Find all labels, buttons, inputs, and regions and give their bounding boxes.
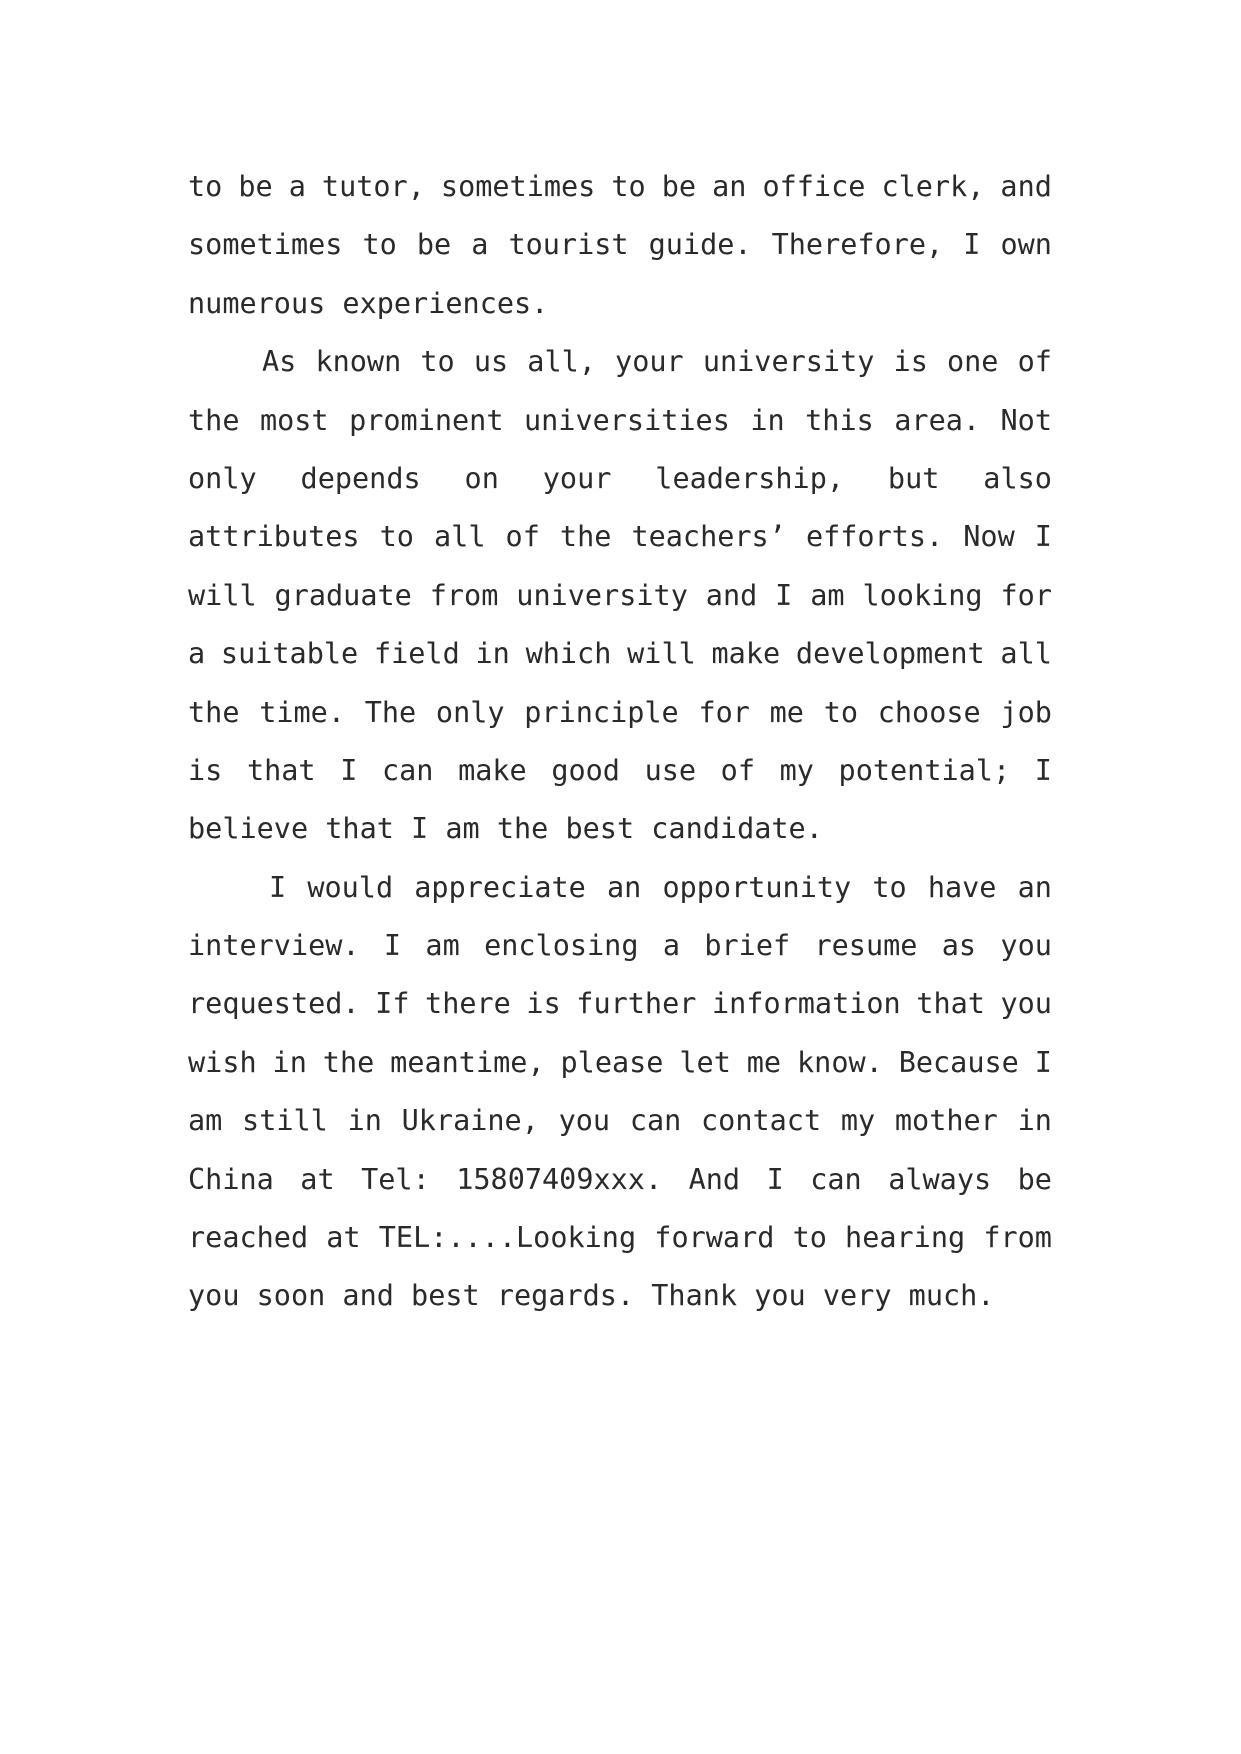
word: to [872,870,907,904]
word: The [364,695,417,729]
word: there [425,987,511,1021]
text-line [188,1092,1052,1150]
word: make [458,753,527,787]
paragraph-3 [188,859,1052,1326]
word: also [983,461,1052,495]
word: will [627,637,696,671]
word: from [429,578,499,612]
word: sometimes [188,228,343,262]
letter-body [188,158,1052,1326]
word: am [425,929,460,963]
word: China [188,1162,274,1196]
word: please [560,1045,664,1079]
word: good [551,753,620,787]
word: in [347,1104,382,1138]
word: further [576,987,697,1021]
word: and [1000,170,1052,203]
text-line [188,742,1052,800]
word: in [272,1045,307,1079]
word: suitable [220,637,359,671]
word: a [662,929,681,963]
word: Now [963,520,1015,554]
text-line [188,450,1052,508]
word: for [1000,578,1052,612]
word: all [1000,637,1052,671]
word: wish [188,1045,257,1079]
word: to [611,170,646,203]
word: which [525,637,612,671]
word: universities [523,403,730,437]
word: me [769,695,804,729]
word: you [1000,929,1052,963]
word: and [705,578,758,612]
word: Tel: [361,1162,430,1196]
word: I [269,870,287,904]
word: graduate [274,578,412,612]
word: your [615,345,684,379]
word: the [322,1045,375,1079]
word: have [927,870,997,904]
word: am [810,578,845,612]
word: looking [862,578,983,612]
word: TEL:....Looking [378,1221,637,1255]
word: area. [894,403,981,437]
word: of [720,753,755,787]
word: the [188,403,240,437]
word: will [188,578,257,612]
word: leadership, [655,461,845,495]
word: me [746,1045,782,1079]
word: be [1017,1162,1052,1196]
word: at [300,1162,335,1196]
text-line [188,1034,1052,1092]
word: an [606,870,642,904]
text-line [188,333,1052,391]
word: Ukraine, [401,1104,539,1138]
word: I [340,753,358,787]
word: to [379,520,414,554]
word: of [505,520,540,554]
word: as [941,929,977,963]
word: guide. [648,228,752,262]
word: own [1000,228,1052,262]
word: us [473,345,509,379]
word: As [262,345,297,379]
word: in [750,403,785,437]
word: all, [527,345,596,379]
text-line: believe that I am the best candidate. [188,812,823,846]
word: all [434,520,486,554]
word: enclosing [484,929,639,963]
word: depends [300,461,421,495]
word: the [188,695,240,729]
word: only [188,461,257,495]
word: a [188,637,206,671]
word: attributes [188,520,360,554]
paragraph-1 [188,158,1052,333]
word: 15807409xxx. [456,1162,663,1196]
word: an [712,170,747,203]
word: tourist [508,228,629,262]
word: sometimes [440,170,596,203]
word: prominent [349,403,504,437]
word: is [893,345,928,379]
word: only [435,695,505,729]
word: be [661,170,697,203]
word: hearing [845,1221,966,1255]
word: information [711,987,901,1021]
word: am [188,1104,223,1138]
text-line [188,1209,1052,1267]
word: field [373,637,460,671]
text-line [188,392,1052,450]
word: you [558,1104,611,1138]
word: job [1000,695,1052,729]
word: forward [654,1221,775,1255]
word: I [1034,753,1052,787]
text-line [188,567,1052,625]
word: Therefore, [771,228,944,262]
word: that [246,753,316,787]
word: I [963,228,981,262]
word: to [420,345,455,379]
text-line: numerous experiences. [188,286,549,320]
word: time. [259,695,345,729]
word: this [805,403,874,437]
word: university [702,345,875,379]
word: I [1034,520,1052,554]
word: contact [701,1104,822,1138]
word: an [1017,870,1052,904]
text-line [188,1151,1052,1209]
word: is [188,753,223,787]
word: a [288,170,306,203]
word: can [381,753,434,787]
word: my [779,753,814,787]
word: my [840,1104,876,1138]
word: be [416,228,452,262]
word: one [946,345,999,379]
word: on [464,461,499,495]
word: to [362,228,397,262]
word: to [823,695,859,729]
word: resume [814,929,918,963]
word: to [188,170,223,203]
word: you [1000,987,1052,1021]
word: I [766,1162,784,1196]
word: be [238,170,273,203]
word: your [542,461,612,495]
text-line [188,975,1052,1033]
word: but [887,461,940,495]
word: I [775,578,793,612]
word: choose [877,695,981,729]
word: a [471,228,489,262]
word: Not [1000,403,1052,437]
word: in [475,637,510,671]
word: is [526,987,561,1021]
word: And [688,1162,741,1196]
text-line [188,859,1052,917]
word: from [983,1221,1052,1255]
word: still [242,1104,328,1138]
word: university [516,578,688,612]
word: most [259,403,329,437]
text-line: you soon and best regards. Thank you very much. [188,1279,995,1313]
word: teachers’ [631,520,786,554]
word: clerk, [881,170,985,203]
word: appreciate [414,870,586,904]
word: at [326,1221,361,1255]
word: mother [894,1104,998,1138]
word: known [315,345,402,379]
text-line [188,917,1052,975]
word: can [810,1162,862,1196]
word: always [888,1162,992,1196]
text-line [188,158,1052,216]
word: efforts. [805,520,944,554]
word: in [1017,1104,1052,1138]
word: make [711,637,781,671]
word: opportunity [662,870,852,904]
word: reached [188,1221,309,1255]
word: of [1017,345,1052,379]
word: development [795,637,985,671]
word: tutor, [321,170,425,203]
word: interview. [188,929,360,963]
word: potential; [838,753,1011,787]
word: the [559,520,612,554]
word: brief [704,929,791,963]
word: I [383,929,402,963]
text-line [188,625,1052,683]
word: that [916,987,985,1021]
word: would [307,870,394,904]
word: for [698,695,750,729]
text-line [188,684,1052,742]
word: to [792,1221,827,1255]
word: let [679,1045,731,1079]
word: I [1034,1045,1052,1079]
word: office [762,170,866,203]
word: meantime, [390,1045,545,1079]
word: requested. [188,987,360,1021]
word: use [644,753,697,787]
word: know. [797,1045,883,1079]
word: Because [898,1045,1019,1079]
word: can [629,1104,682,1138]
text-line [188,216,1052,274]
text-line [188,508,1052,566]
paragraph-2 [188,333,1052,859]
word: If [375,987,410,1021]
word: principle [524,695,679,729]
